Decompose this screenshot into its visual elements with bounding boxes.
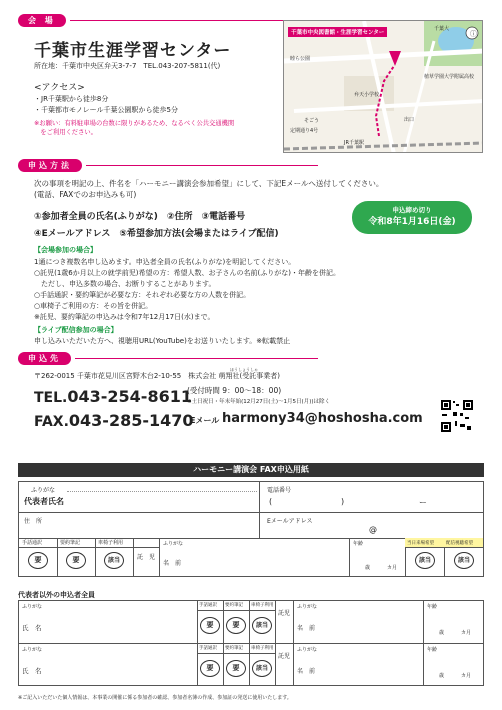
others-title: 代表者以外の申込者全員	[18, 591, 95, 599]
other-person-row: ふりがな 氏 名 手話通訳 要約筆記 車椅子利用 要 要 該当 託児 ふりがな 名 前 年齢 歳 カ月	[19, 601, 483, 643]
rep-needs-row: 手話通訳 要約筆記 車椅子利用 要 要 該当 託 児 ふりがな 名 前 年齢 歳 カ月 当日来場希望 配信視聴希望 該当 該当	[19, 538, 483, 576]
live-case-line: 申し込みいただいた方へ、視聴用URL(YouTube)をお送りいたします。※転載禁止	[34, 337, 291, 345]
tel-hours: (受付時間 9：00～18：00)	[187, 386, 282, 395]
rep-name-label: 代表者氏名	[24, 497, 64, 506]
rep-wheelchair-hope[interactable]: 該当	[104, 552, 124, 569]
access-map: ⓘ 千葉市中央図書館・生涯学習センター 千葉大 睦ら公園 そごう 植草学園大学附属高校 弁天小学校 JR千葉駅 出口 定期通り4号	[283, 20, 483, 153]
apply-items-row2: ④Eメールアドレス ⑤希望参加方法(会場またはライブ配信)	[34, 229, 279, 239]
qr-code-icon[interactable]	[440, 399, 474, 433]
deadline-badge: 申込締め切り 令和8年1月16日(金)	[352, 201, 472, 234]
tel-line: TEL.043-254-8611	[34, 387, 192, 406]
privacy-footer: ※ご記入いただいた個人情報は、本事業の開催に係る参加者の確認、参加者名簿の作成、参加証の発送に使用いたします。	[18, 695, 292, 701]
phone-field[interactable]: ( ) ー	[269, 497, 427, 507]
email-label: Eメール	[190, 416, 220, 425]
rep-sign-need[interactable]: 要	[28, 552, 48, 569]
contact-section-label: 申込先	[18, 352, 71, 365]
rep-summary-need[interactable]: 要	[66, 552, 86, 569]
fax-line: FAX.043-285-1470	[34, 411, 194, 430]
other-person-row: ふりがな 氏 名 手話通訳 要約筆記 車椅子利用 要 要 該当 託児 ふりがな 名 前 年齢 歳 カ月	[19, 644, 483, 686]
address-field[interactable]	[67, 514, 255, 536]
rep-name-field[interactable]	[67, 492, 255, 510]
fax-form-others	[18, 600, 484, 686]
rep-venue-hope[interactable]: 該当	[415, 552, 435, 569]
form-title: ハーモニー講演会 FAX申込用紙	[18, 463, 484, 477]
venue-name: 千葉市生涯学習センター	[34, 41, 232, 61]
venue-section-header	[18, 13, 318, 27]
venue-address: 所在地：千葉市中央区弁天3-7-7 TEL.043-207-5811(代)	[34, 62, 221, 70]
notice: ※お願い：有料駐車場の台数に限りがあるため、なるべく公共交通機関 をご利用ください。	[34, 120, 235, 136]
venue-case-list: 1通につき複数名申し込めます。申込者全員の氏名(ふりがな)を明記してください。 ○託児(1歳6か月以上の就学前児)希望の方：希望人数、お子さんの名前(ふりがな)・年齢を併記。 ただし、申込多数の場合、お断りすることがあります。 ○手話通訳・要約筆記が必要な方：それぞれ必要な方の人数を併記。 ○車椅子ご利用の方：その旨を併記。 ※託児、要約筆記の申込みは令和7年12月17日(水)まで。	[34, 258, 340, 321]
tel-number[interactable]: 043-254-8611	[67, 387, 192, 406]
contact-address: 〒262-0015 千葉市花見川区宮野木台2-10-55 株式会社 萌翔社(受託事業者)	[34, 372, 280, 380]
apply-section-label: 申込方法	[18, 159, 82, 172]
venue-section-label: 会 場	[18, 14, 66, 27]
email-address[interactable]: harmony34@hoshosha.com	[222, 411, 423, 426]
access-title: <アクセス>	[34, 83, 85, 93]
apply-section-header	[18, 158, 318, 172]
venue-case-title: 【会場参加の場合】	[34, 246, 97, 254]
apply-intro: 次の事項を明記の上、件名を「ハーモニー講演会参加希望」にして、下記Eメールへ送付してください。 (電話、FAXでのお申込みも可)	[34, 179, 384, 199]
map-banner: 千葉市中央図書館・生涯学習センター	[288, 27, 387, 37]
access-line-1: ・JR千葉駅から徒歩8分	[34, 95, 109, 103]
svg-text:ⓘ: ⓘ	[470, 30, 477, 38]
tel-holiday: ※土日祝日・年末年始(12月27日(土)～1月5日(月))は除く	[187, 399, 330, 405]
access-line-2: ・千葉都市モノレール千葉公園駅から徒歩5分	[34, 106, 178, 114]
rep-live-hope[interactable]: 該当	[454, 552, 474, 569]
contact-section-header	[18, 351, 318, 365]
apply-items-row1: ①参加者全員の氏名(ふりがな) ②住所 ③電話番号	[34, 212, 246, 222]
email-field[interactable]: @	[369, 525, 377, 534]
fax-number[interactable]: 043-285-1470	[68, 411, 194, 430]
live-case-title: 【ライブ配信参加の場合】	[34, 326, 118, 334]
fax-form-rep: ふりがな 代表者氏名 電話番号 ( ) ー 住 所 Eメールアドレス @ 手話通訳 要約筆記 車椅子利用 要 要 該当 託 児 ふりがな 名 前 年齢 歳 カ月 当日来場希望 配信視聴希望 該当 該当	[18, 481, 484, 577]
